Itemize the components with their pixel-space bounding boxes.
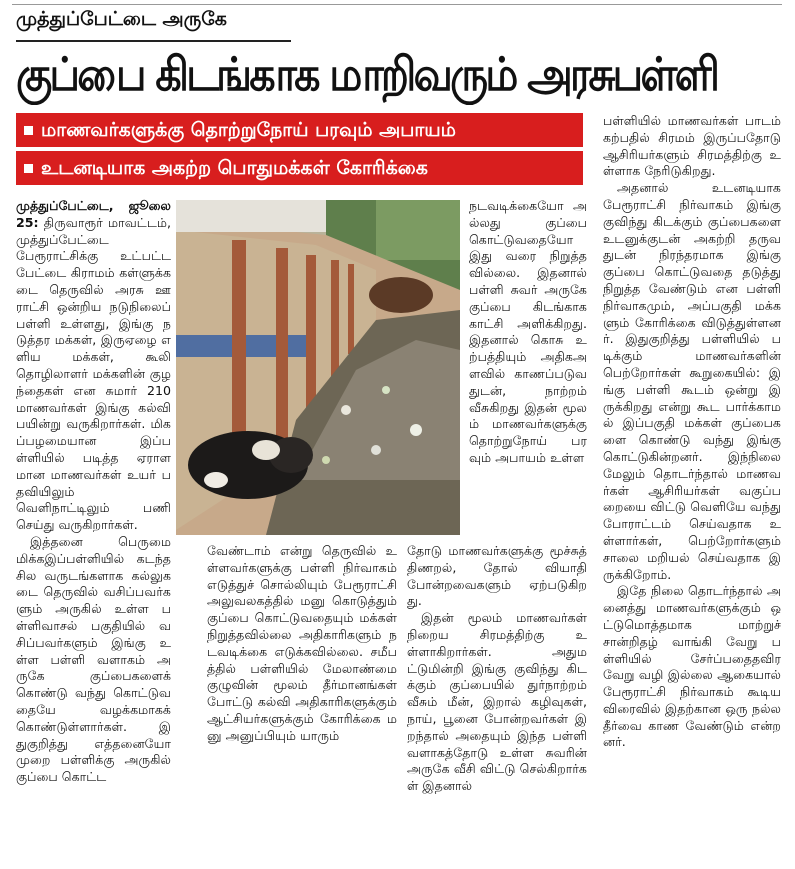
headline: குப்பை கிடங்காக மாறிவரும் அரசுபள்ளி [16, 47, 718, 101]
subhead-banner-2 [16, 151, 583, 185]
article-column-4 [603, 113, 781, 828]
article-paragraph: அதனால் உடனடியாக பேரூராட்சி நிர்வாகம் இங்கு குவிந்து கிடக்கும் குப்பைகளை உடனுக்குடன் அகற்றி தருவதுடன் நிரந்தரமாக இங்கு குப்பை கொட்டுவதை தடுத்து நிறுத்த வேண்டும் என பள்ளி நிர்வாகமும், அப்பகுதி மக்களும் கோரிக்கை விடுத்துள்ளனர். இதுகுறித்து பள்ளியில் படிக்கும் மாணவர்களின் பெற்றோர்கள் கூறுகையில்: இங்கு பள்ளி கூடம் ஒன்று இருக்கிறது என்று கூட பார்க்காமல் இப்பகுதி மக்கள் குப்பைகளை கொண்டு வந்து இங்கு கொட்டுகின்றனர். இந்நிலை மேலும் தொடர்ந்தால் மாணவர்கள் ஆசிரியர்கள் வகுப்பறையை விட்டு வெளியே வந்து போராட்டம் செய்வதாக உள்ளார்கள், பெற்றோர்களும் சாலை மறியல் செய்வதாக இருக்கிறோம். [603, 180, 781, 582]
kicker-underline [16, 40, 291, 42]
school-wall-garbage-photo [176, 200, 460, 535]
article-column-3-lower [407, 543, 587, 828]
subhead-text-1: மாணவர்களுக்கு தொற்றுநோய் பரவும் அபாயம் [41, 119, 456, 141]
article-column-3-upper [469, 198, 587, 541]
news-photo [176, 200, 460, 535]
article-paragraph: இத்தனை பெருமை மிக்கஇப்பள்ளியில் கடந்த சில வருடங்களாக கல்லுகடை தெருவில் வசிப்பவர்களும் அருகில் உள்ள பள்ளிவாசல் பகுதியில் வசிப்பவர்களும் இங்கு உள்ள பள்ளி வளாகம் அருகே குப்பைகளைக் கொண்டு வந்து கொட்டுவதையே வழக்கமாகக் கொண்டுள்ளார்கள். இதுகுறித்து எத்தனையோ முறை பள்ளிக்கு அருகில் குப்பை கொட்ட [16, 533, 171, 785]
kicker: முத்துப்பேட்டை அருகே [16, 8, 227, 30]
subhead-banner-1 [16, 113, 583, 147]
article-paragraph: இதே நிலை தொடர்ந்தால் அனைத்து மாணவர்களுக்கும் ஒட்டுமொத்தமாக மாற்றுச் சான்றிதழ் வாங்கி வேறு பள்ளியில் சேர்ப்பதைதவிர வேறு வழி இல்லை ஆகையால் பேரூராட்சி நிர்வாகம் கூடிய விரைவில் இதற்கான ஒரு நல்ல தீர்வை காண வேண்டும் என்றனர். [603, 583, 781, 750]
bullet-square-icon [24, 126, 33, 135]
bullet-square-icon [24, 164, 33, 173]
article-paragraph: தோடு மாணவர்களுக்கு மூச்சுத் திணறல், தோல் வியாதி போன்றவைகளும் ஏற்படுகிறது. [407, 543, 587, 609]
top-rule [12, 4, 782, 5]
article-paragraph: வேண்டாம் என்று தெருவில் உள்ளவர்களுக்கு பள்ளி நிர்வாகம் எடுத்துச் சொல்லியும் பேரூராட்சி அலுவலகத்தில் மனு கொடுத்தும் குப்பை கொட்டுவதையும் மக்கள் நிறுத்தவில்லை அதிகாரிகளும் நடவடிக்கை எடுக்கவில்லை. சமீபத்தில் பள்ளியில் மேலாண்மை குழுவின் மூலம் தீர்மானங்கள் போட்டு கல்வி அதிகாரிகளுக்கும் ஆட்சியர்களுக்கும் கோரிக்கை மனு அனுப்பியும் யாரும் [207, 543, 397, 743]
subhead-text-2: உடனடியாக அகற்ற பொதுமக்கள் கோரிக்கை [41, 157, 428, 179]
article-column-2 [207, 543, 397, 828]
article-column-1 [16, 198, 171, 823]
article-paragraph: முத்துப்பேட்டை, ஜூலை 25: திருவாரூர் மாவட்டம், முத்துப்பேட்டை பேரூராட்சிக்கு உட்பட்ட பேட்டை கிராமம் கள்ளுக்கடை தெருவில் அரசு ஊராட்சி ஒன்றிய நடுநிலைப் பள்ளி உள்ளது, இங்கு நடுத்தர மக்கள், இருஏழை எளிய மக்கள், கூலி தொழிலாளர் மக்களின் குழந்தைகள் என சுமார் 210 மாணவர்கள் இங்கு கல்வி பயின்று வருகிறார்கள். மிகப்பழமையான இப்பள்ளியில் படித்த ஏராளமான மாணவர்கள் உயர் பதவியிலும் வெளிநாட்டிலும் பணி செய்து வருகிறார்கள். [16, 198, 171, 533]
article-paragraph: இதன் மூலம் மாணவர்கள் நிறைய சிரமத்திற்கு உள்ளாகிறார்கள். அதுமட்டுமின்றி இங்கு குவிந்து கிடக்கும் குப்பையில் துர்நாற்றம் வீசும் மீன், இறால் கழிவுகள், நாய், பூனை போன்றவர்கள் இறந்தால் அதையும் இந்த பள்ளி வளாகத்தோடு உள்ள சுவரின் அருகே வீசி விட்டு செல்கிறார்கள் இதனால் [407, 610, 587, 794]
dateline: முத்துப்பேட்டை, ஜூலை 25: [16, 198, 171, 230]
article-paragraph: நடவடிக்கையோ அல்லது குப்பை கொட்டுவதையோ இது வரை நிறுத்தவில்லை. இதனால் பள்ளி சுவர் அருகே குப்பை கிடங்காக காட்சி அளிக்கிறது. இதனால் கொசு உற்பத்தியும் அதிகஅளவில் காணப்படுவதுடன், நாற்றம் வீசுகிறது இதன் மூலம் மாணவர்களுக்கு தொற்றுநோய் பரவும் அபாயம் உள்ள [469, 198, 587, 465]
article-paragraph: பள்ளியில் மாணவர்கள் பாடம் கற்பதில் சிரமம் இருப்பதோடு ஆசிரியர்களும் சிரமத்திற்கு உள்ளாக நேரிடுகிறது. [603, 113, 781, 179]
